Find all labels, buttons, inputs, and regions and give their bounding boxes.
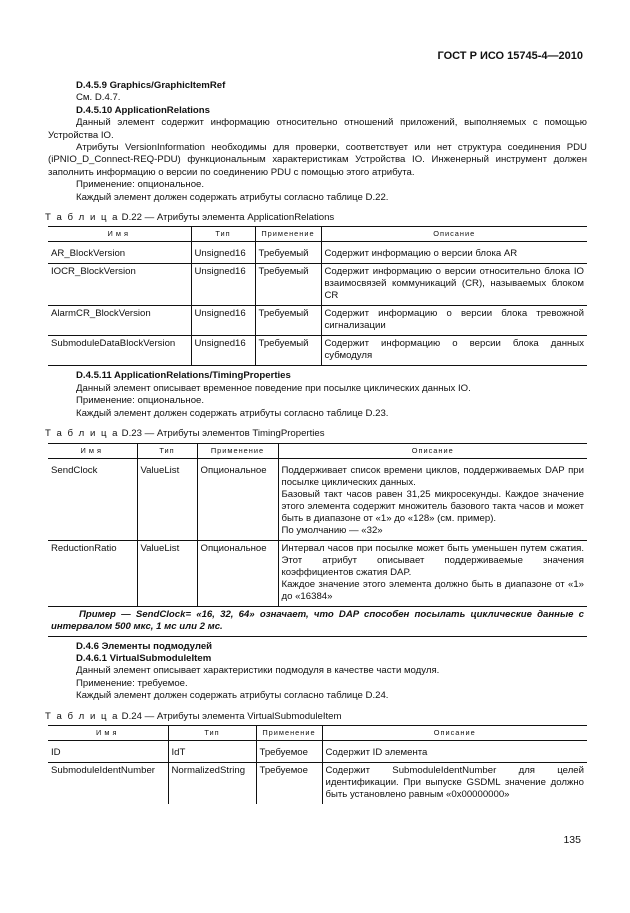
- cell-description: Содержит SubmoduleIdentNumber для целей идентификации. При выпуске GSDML значение должно быть установлено равным «0x00000000»: [322, 762, 587, 804]
- table-label: Т а б л и ц а: [45, 212, 119, 224]
- cell-usage: Требуемый: [255, 264, 321, 306]
- page-number: 135: [563, 834, 581, 846]
- cell-description: Интервал часов при посылке может быть уменьшен путем сжатия. Этот атрибут описывает поддерживаемые значения коэффициентов сжатия DAP. Каждое значение этого элемента должно быть в диапазоне от «1» до «16384»: [278, 540, 587, 606]
- cell-name: AlarmCR_BlockVersion: [48, 306, 191, 336]
- cell-type: IdT: [168, 745, 256, 763]
- cell-type: NormalizedString: [168, 762, 256, 804]
- column-header: Тип: [191, 227, 255, 242]
- cell-description: Содержит информацию о версии блока данных субмодуля: [321, 336, 587, 366]
- paragraph: Данный элемент описывает временное поведение при посылке циклических данных IO.: [76, 382, 471, 394]
- section-heading: D.4.6 Элементы подмодулей: [76, 640, 213, 652]
- column-header: Тип: [137, 443, 197, 458]
- column-header: Имя: [48, 227, 191, 242]
- paragraph: Данный элемент содержит информацию относительно отношений приложений, выполняемых с помощью Устройства IO.: [48, 117, 587, 141]
- table-example: Пример — SendClock= «16, 32, 64» означает, что DAP способен посылать циклические данные с интервалом 500 мкс, 1 мс или 2 мс.: [48, 606, 587, 636]
- cell-type: Unsigned16: [191, 264, 255, 306]
- paragraph: Каждый элемент должен содержать атрибуты согласно таблице D.22.: [76, 191, 389, 203]
- column-header: Применение: [255, 227, 321, 242]
- cell-usage: Опциональное: [197, 540, 278, 606]
- table-d22: [48, 226, 587, 366]
- cell-description: Поддерживает список времени циклов, поддерживаемых DAP при посылке циклических данных. Базовый такт часов равен 31,25 микросекунды. Каждое значение этого элемента содержит множитель базового такта часов и может быть в диапазоне от «1» до «128» (см. пример). По умолчанию — «32»: [278, 463, 587, 541]
- cell-description: Содержит ID элемента: [322, 745, 587, 763]
- column-header: Имя: [48, 725, 168, 740]
- table-label: Т а б л и ц а: [45, 710, 119, 722]
- section-heading: D.4.5.9 Graphics/GraphicItemRef: [76, 80, 226, 91]
- cell-usage: Требуемый: [255, 336, 321, 366]
- table-d24: [48, 725, 587, 804]
- cell-usage: Опциональное: [197, 463, 278, 541]
- cell-type: Unsigned16: [191, 336, 255, 366]
- table-row: [48, 264, 587, 306]
- paragraph: Данный элемент описывает характеристики подмодуля в качестве части модуля.: [76, 665, 440, 677]
- table-d23: [48, 443, 587, 637]
- cell-name: ReductionRatio: [48, 540, 137, 606]
- section-heading: D.4.6.1 VirtualSubmoduleItem: [76, 652, 212, 664]
- paragraph: Применение: требуемое.: [76, 677, 188, 689]
- table-title: D.23 — Атрибуты элементов TimingProperties: [121, 428, 325, 440]
- cell-type: Unsigned16: [191, 306, 255, 336]
- paragraph: Применение: опциональное.: [76, 179, 205, 191]
- section-heading: D.4.5.11 ApplicationRelations/TimingProperties: [76, 370, 291, 382]
- table-row: [48, 336, 587, 366]
- cell-name: SendClock: [51, 464, 98, 476]
- column-header: Описание: [321, 227, 587, 242]
- cell-usage: Требуемый: [255, 306, 321, 336]
- column-header: Имя: [48, 443, 137, 458]
- column-header: Применение: [256, 725, 322, 740]
- cell-type: Unsigned16: [191, 246, 255, 264]
- table-row: [48, 540, 587, 606]
- paragraph: Атрибуты VersionInformation необходимы для проверки, соответствует или нет структура соединения PDU (iPNIO_D_Connect-REQ-PDU) функциональным характеристикам Устройства IO. Инженерный инструмент должен заполнить информацию о версии по соединению PDU с помощью этого атрибута.: [48, 142, 587, 178]
- table-title: D.24 — Атрибуты элемента VirtualSubmoduleItem: [121, 710, 342, 722]
- cell-name: IOCR_BlockVersion: [48, 264, 191, 306]
- table-caption: [45, 212, 587, 224]
- table-caption: [45, 428, 587, 440]
- page-content: [45, 80, 587, 804]
- cell-usage: Требуемое: [256, 745, 322, 763]
- table-row: [48, 762, 587, 804]
- column-header: Описание: [322, 725, 587, 740]
- cell-description: Содержит информацию о версии относительно блока IO взаимосвязей коммуникаций (CR), называемых блоком CR: [321, 264, 587, 306]
- column-header: Применение: [197, 443, 278, 458]
- cell-type: ValueList: [137, 463, 197, 541]
- cell-name: SubmoduleIdentNumber: [48, 762, 168, 804]
- table-title: D.22 — Атрибуты элемента ApplicationRelations: [121, 212, 335, 224]
- table-row: [48, 246, 587, 264]
- cell-description: Содержит информацию о версии блока тревожной сигнализации: [321, 306, 587, 336]
- paragraph: См. D.4.7.: [76, 92, 121, 104]
- cell-name: ID: [51, 746, 61, 758]
- table-caption: [45, 711, 587, 723]
- document-header: ГОСТ Р ИСО 15745-4—2010: [437, 50, 583, 62]
- table-row: [48, 745, 587, 763]
- cell-name: SubmoduleDataBlockVersion: [48, 336, 191, 366]
- table-label: Т а б л и ц а: [45, 428, 119, 440]
- cell-type: ValueList: [137, 540, 197, 606]
- cell-usage: Требуемый: [255, 246, 321, 264]
- column-header: Тип: [168, 725, 256, 740]
- cell-description: Содержит информацию о версии блока AR: [321, 246, 587, 264]
- paragraph: Каждый элемент должен содержать атрибуты согласно таблице D.23.: [76, 407, 389, 419]
- paragraph: Каждый элемент должен содержать атрибуты согласно таблице D.24.: [76, 690, 389, 702]
- cell-name: AR_BlockVersion: [51, 248, 126, 260]
- cell-usage: Требуемое: [256, 762, 322, 804]
- section-heading: D.4.5.10 ApplicationRelations: [76, 104, 210, 116]
- table-row: [48, 463, 587, 541]
- table-row: [48, 306, 587, 336]
- paragraph: Применение: опциональное.: [76, 395, 205, 407]
- table-example-row: [48, 606, 587, 636]
- column-header: Описание: [278, 443, 587, 458]
